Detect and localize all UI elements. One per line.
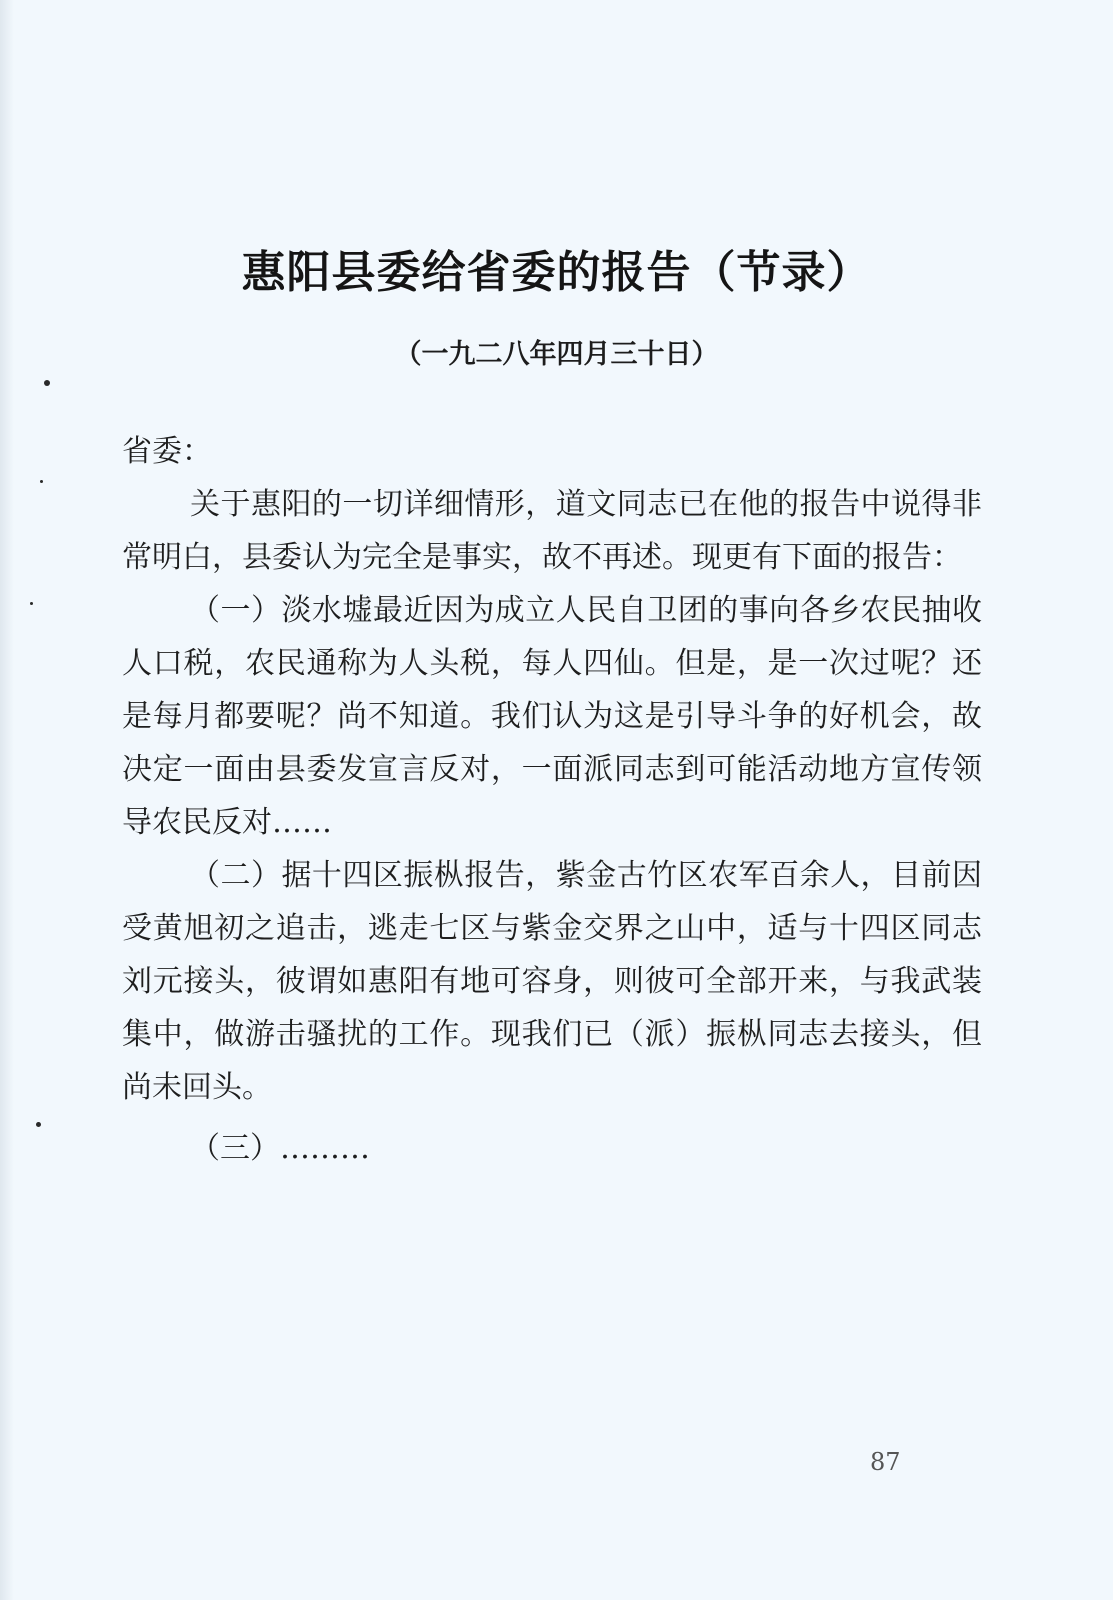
scan-speck [30,602,33,605]
salutation: 省委： [122,434,212,469]
document-date: （一九二八年四月三十日） [394,339,719,370]
paragraph-section-3: （三）……… [190,1131,370,1166]
scan-speck [40,480,43,483]
document-title: 惠阳县委给省委的报告（节录） [241,247,872,298]
paragraph-section-1: （一）淡水墟最近因为成立人民自卫团的事向各乡农民抽收人口税，农民通称为人头税，每人四仙。但是，是一次过呢？还是每月都要呢？尚不知道。我们认为这是引导斗争的好机会，故决定一面由县委发宣言反对，一面派同志到可能活动地方宣传领导农民反对…… [122,593,982,840]
page-number: 87 [870,1448,901,1476]
scan-speck [36,1122,41,1127]
document-body [122,425,982,1175]
scan-speck [44,380,50,386]
paragraph-section-2: （二）据十四区振枞报告，紫金古竹区农军百余人，目前因受黄旭初之追击，逃走七区与紫金交界之山中，适与十四区同志刘元接头，彼谓如惠阳有地可容身，则彼可全部开来，与我武装集中，做游击骚扰的工作。现我们已（派）振枞同志去接头，但尚未回头。 [122,858,982,1105]
paragraph-intro: 关于惠阳的一切详细情形，道文同志已在他的报告中说得非常明白，县委认为完全是事实，故不再述。现更有下面的报告： [122,487,982,575]
